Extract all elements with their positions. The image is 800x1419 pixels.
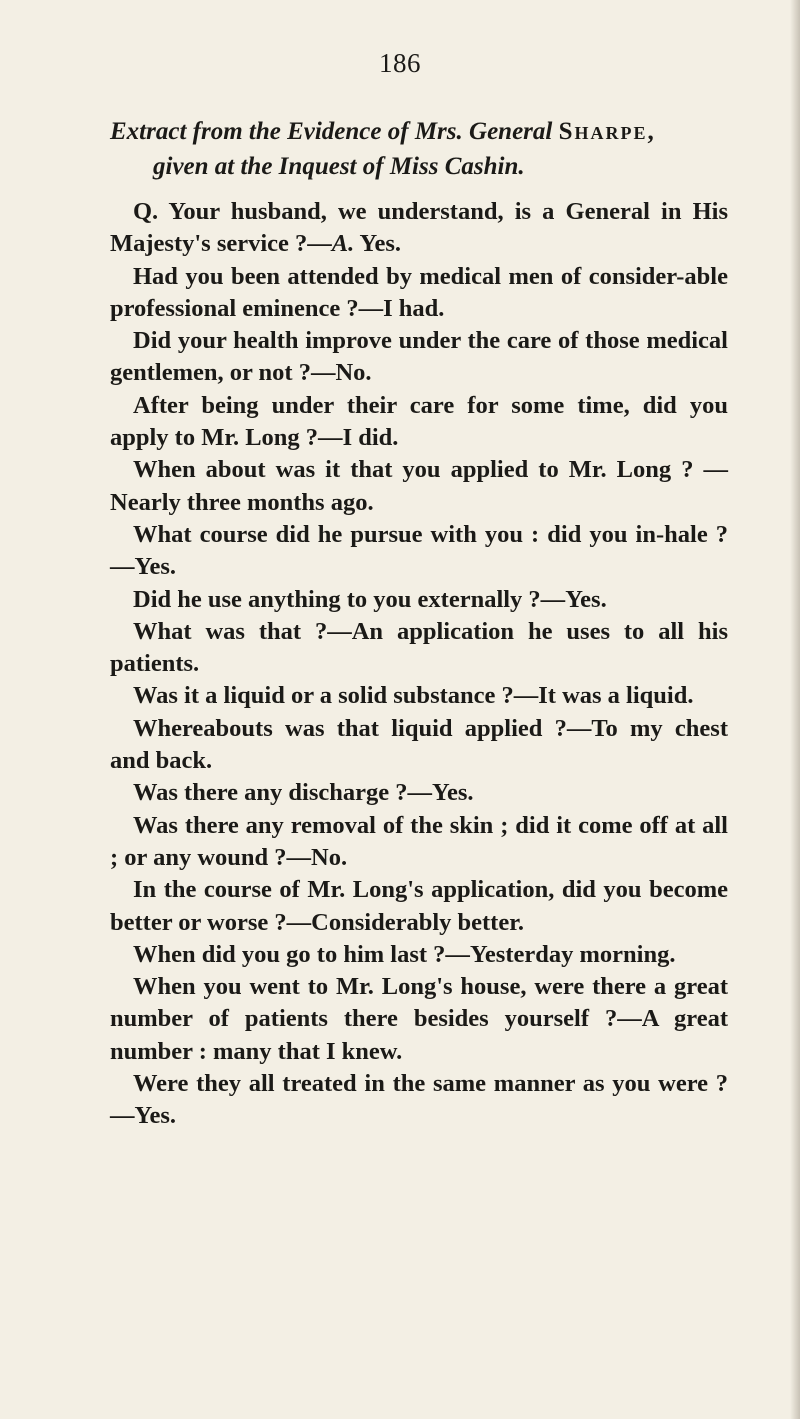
question-text: In the course of Mr. Long's application, did you become better or worse ?— [110,876,728,936]
answer-text: Yes. [134,553,177,581]
page-edge-shadow [790,0,800,1419]
evidence-paragraph [110,584,728,616]
evidence-paragraph [110,196,728,261]
heading-surname: Sharpe, [558,118,656,145]
answer-text: Nearly three months ago. [110,488,374,516]
heading-line-1 [110,118,656,145]
evidence-paragraph [110,874,728,939]
question-text: What course did he pursue with you : did you in-hale ?— [110,520,728,581]
answer-text: I had. [383,294,445,322]
answer-text: No. [335,359,372,387]
answer-text: Yes. [134,1102,177,1130]
answer-text: No. [311,843,348,871]
evidence-paragraph [110,261,728,326]
answer-marker: A. [331,230,355,258]
question-text: Q. Your husband, we understand, is a General in His Majesty's service ?— [110,198,728,258]
answer-text: A great number : many that I knew. [110,1005,728,1065]
question-text: Had you been attended by medical men of consider-able professional eminence ?— [110,262,728,322]
question-text: Did he use anything to you externally ?— [133,585,566,613]
heading-title-italic: Extract from the Evidence of Mrs. General [110,118,553,145]
question-text: Was there any discharge ?— [133,779,432,807]
question-text: Were they all treated in the same manner as you were ?— [110,1070,728,1130]
evidence-paragraph [110,971,728,1068]
answer-text: Yes. [432,779,474,807]
evidence-paragraph [110,713,728,778]
answer-text: Considerably better. [311,908,524,936]
evidence-paragraph [110,1068,728,1133]
page-number: 186 [379,48,421,78]
question-text: Whereabouts was that liquid applied ?— [133,714,592,742]
evidence-paragraph [110,325,728,390]
question-text: When about was it that you applied to Mr. Long ? — [133,456,728,484]
answer-text: Yes. [565,585,607,613]
heading-line-2: given at the Inquest of Miss Cashin. [153,153,525,180]
answer-text: An application he uses to all his patients. [110,617,728,678]
answer-text: Yes. [354,230,401,258]
question-text: Was it a liquid or a solid substance ?— [133,682,539,710]
evidence-paragraph [110,616,728,681]
evidence-body [110,196,728,1133]
extract-heading [110,114,730,184]
evidence-paragraph [110,454,728,519]
evidence-paragraph [110,519,728,584]
question-text: When you went to Mr. Long's house, were there a great number of patients there besides yourself ?— [110,973,728,1033]
evidence-paragraph [110,777,728,809]
question-text: Was there any removal of the skin ; did it come off at all ; or any wound ?— [110,811,728,871]
question-text: When did you go to him last ?— [133,940,470,968]
evidence-paragraph [110,680,728,712]
answer-text: I did. [342,424,399,452]
answer-text: To my chest and back. [110,714,728,775]
evidence-paragraph [110,939,728,971]
question-text: Did your health improve under the care of those medical gentlemen, or not ?— [110,327,728,387]
evidence-paragraph [110,390,728,455]
answer-text: Yesterday morning. [469,940,676,968]
question-text: What was that ?— [133,617,352,645]
evidence-paragraph [110,810,728,875]
answer-text: It was a liquid. [538,682,694,710]
question-text: After being under their care for some time, did you apply to Mr. Long ?— [110,391,728,452]
